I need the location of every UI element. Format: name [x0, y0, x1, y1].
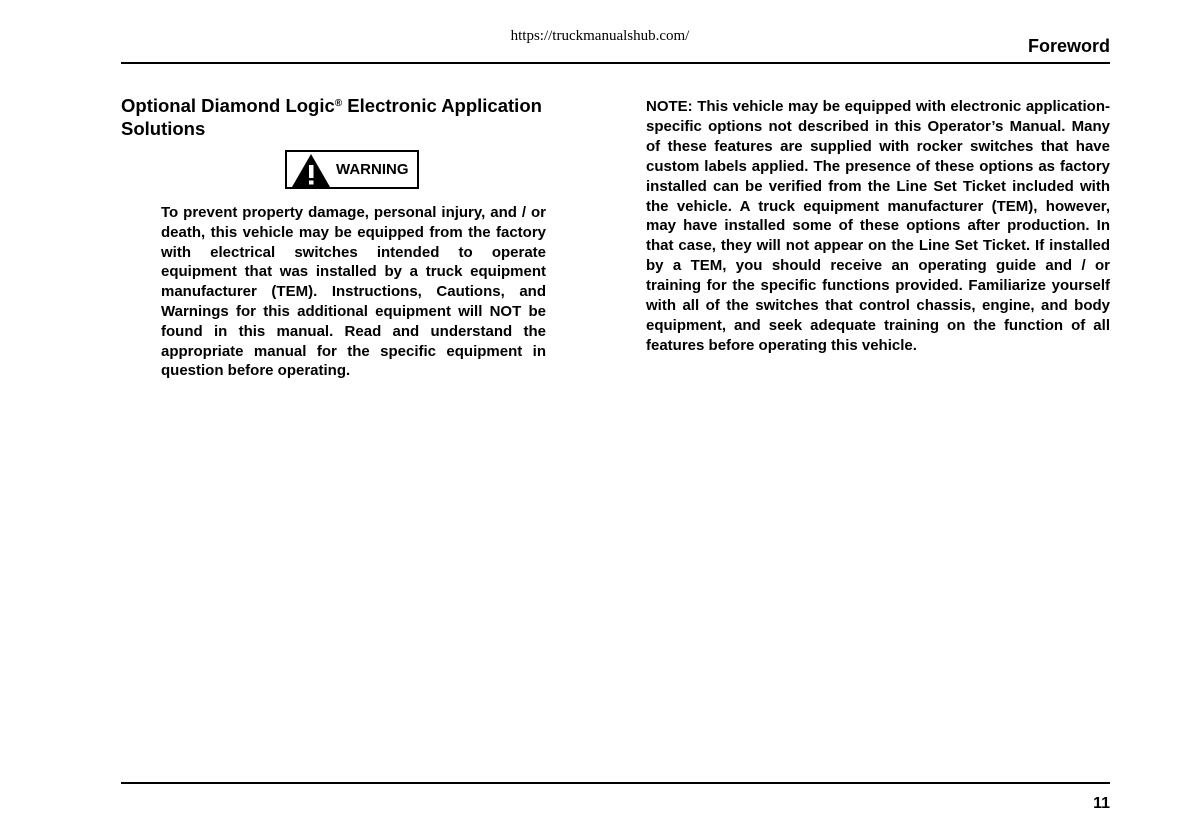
heading-part-1: Optional Diamond Logic: [121, 95, 335, 116]
section-heading: [121, 94, 591, 140]
header-rule: [121, 62, 1110, 64]
warning-triangle-icon: [291, 153, 331, 188]
footer-rule: [121, 782, 1110, 784]
source-url: https://truckmanualshub.com/: [510, 28, 690, 44]
warning-text: To prevent property damage, personal injury, and / or death, this vehicle may be equipped from the factory with electrical switches intended to operate equipment that was installed by a truck equipment manufacturer (TEM). Instructions, Cautions, and Warnings for this additional equipment will NOT be found in this manual. Read and understand the appropriate manual for the specific equipment in question before operating.: [161, 204, 546, 380]
heading-part-2: Electronic Application Solutions: [121, 95, 542, 139]
registered-mark: ®: [334, 98, 343, 109]
warning-label: WARNING: [336, 161, 409, 178]
warning-box: [285, 150, 419, 189]
section-title: Foreword: [1027, 36, 1110, 56]
note-text: NOTE: This vehicle may be equipped with electronic application-specific options not described in this Operator’s Manual. Many of these features are supplied with rocker switches that have custom labels applied. The presence of these options as factory installed can be verified from the Line Set Ticket included with the vehicle. A truck equipment manufacturer (TEM), however, may have installed some of these options after production. In that case, they will not appear on the Line Set Ticket. If installed by a TEM, you should receive an operating guide and / or training for the specific functions provided. Familiarize yourself with all of the switches that control chassis, engine, and body equipment, and seek adequate training on the function of all features before operating this vehicle.: [646, 98, 1110, 354]
page-number: 11: [1093, 795, 1110, 812]
left-column: [121, 94, 591, 380]
